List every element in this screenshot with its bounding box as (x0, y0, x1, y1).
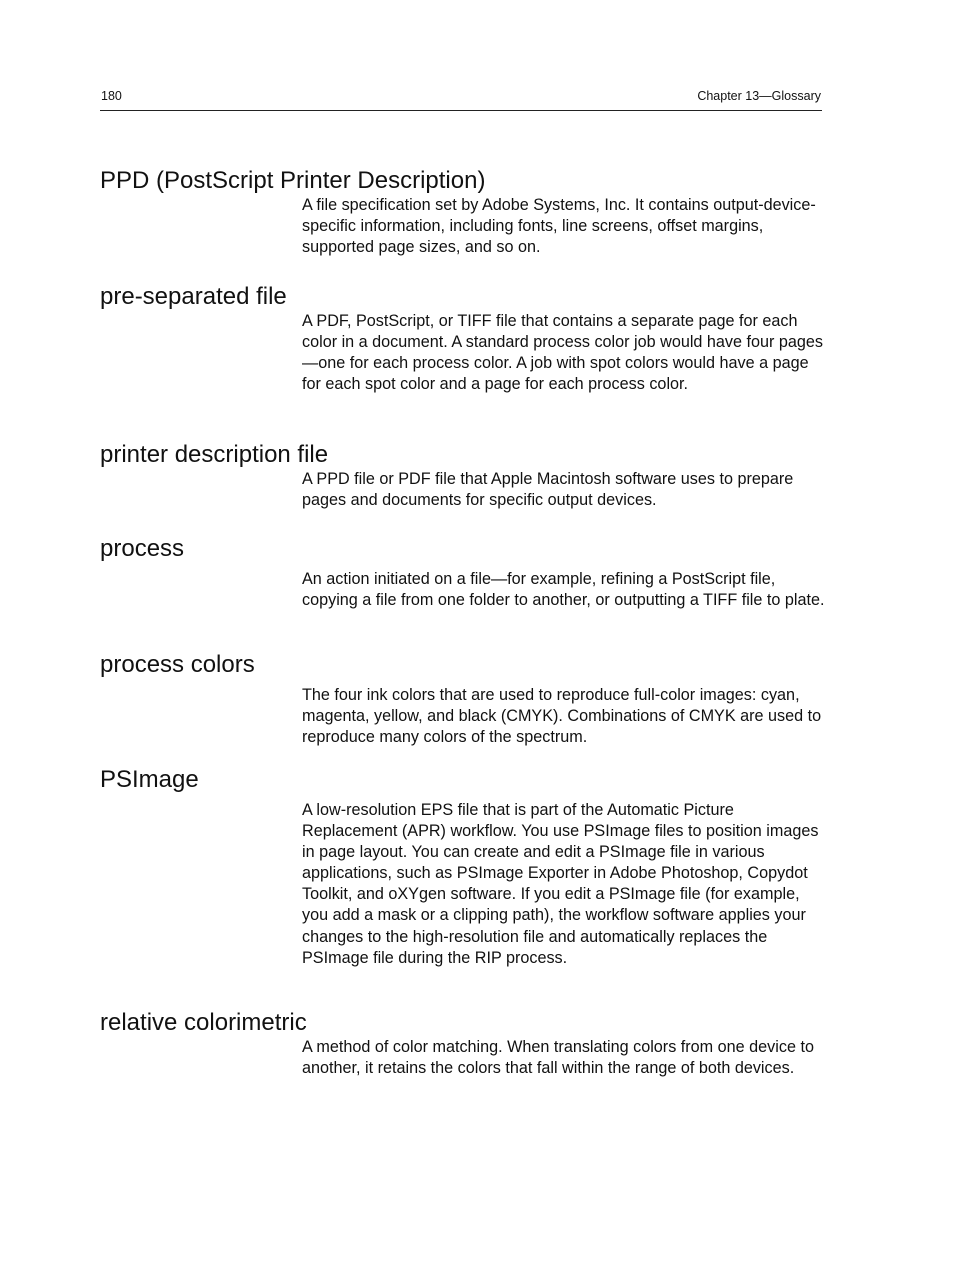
glossary-definition: A low-resolution EPS file that is part of the Automatic Picture Replacement (APR) workflow. You use PSImage files to position images in page layout. You can create and edit a PSImage file in various applications, such as PSImage Exporter in Adobe Photoshop, Copydot Toolkit, and oXYgen software. If you edit a PSImage file (for example, you add a mask or a clipping path), the workflow software applies your changes to the high-resolution file and automatically replaces the PSImage file during the RIP process. (302, 801, 819, 967)
glossary-definition: A PDF, PostScript, or TIFF file that contains a separate page for each color in a document. A standard process color job would have four pages—one for each process color. A job with spot colors would have a page for each spot color and a page for each process color. (302, 312, 824, 394)
glossary-entry (100, 534, 824, 611)
chapter-title: Chapter 13—Glossary (697, 89, 821, 103)
glossary-term: PSImage (100, 766, 199, 793)
glossary-entry (100, 1008, 824, 1079)
glossary-entry (100, 282, 824, 395)
page-header (100, 88, 822, 111)
glossary-definition: The four ink colors that are used to reproduce full-color images: cyan, magenta, yellow, and black (CMYK). Combinations of CMYK are used to reproduce many colors of the spectrum. (302, 686, 822, 747)
page-number: 180 (101, 89, 122, 103)
glossary-entry (100, 650, 824, 748)
glossary-term: relative colorimetric (100, 1009, 307, 1036)
glossary-term: PPD (PostScript Printer Description) (100, 167, 486, 194)
glossary-term: process colors (100, 651, 255, 678)
glossary-definition: An action initiated on a file—for example, refining a PostScript file, copying a file from one folder to another, or outputting a TIFF file to plate. (302, 570, 825, 610)
glossary-term: process (100, 535, 185, 562)
glossary-entry (100, 166, 824, 258)
glossary-term: pre-separated file (100, 283, 287, 310)
glossary-term: printer description file (100, 441, 329, 468)
glossary-entry (100, 440, 824, 511)
glossary-definition: A method of color matching. When translating colors from one device to another, it retains the colors that fall within the range of both devices. (302, 1038, 814, 1078)
glossary-entry (100, 765, 824, 969)
glossary-definition: A file specification set by Adobe Systems, Inc. It contains output-device-specific information, including fonts, line screens, offset margins, supported page sizes, and so on. (302, 196, 816, 257)
glossary-definition: A PPD file or PDF file that Apple Macintosh software uses to prepare pages and documents for specific output devices. (302, 470, 794, 510)
